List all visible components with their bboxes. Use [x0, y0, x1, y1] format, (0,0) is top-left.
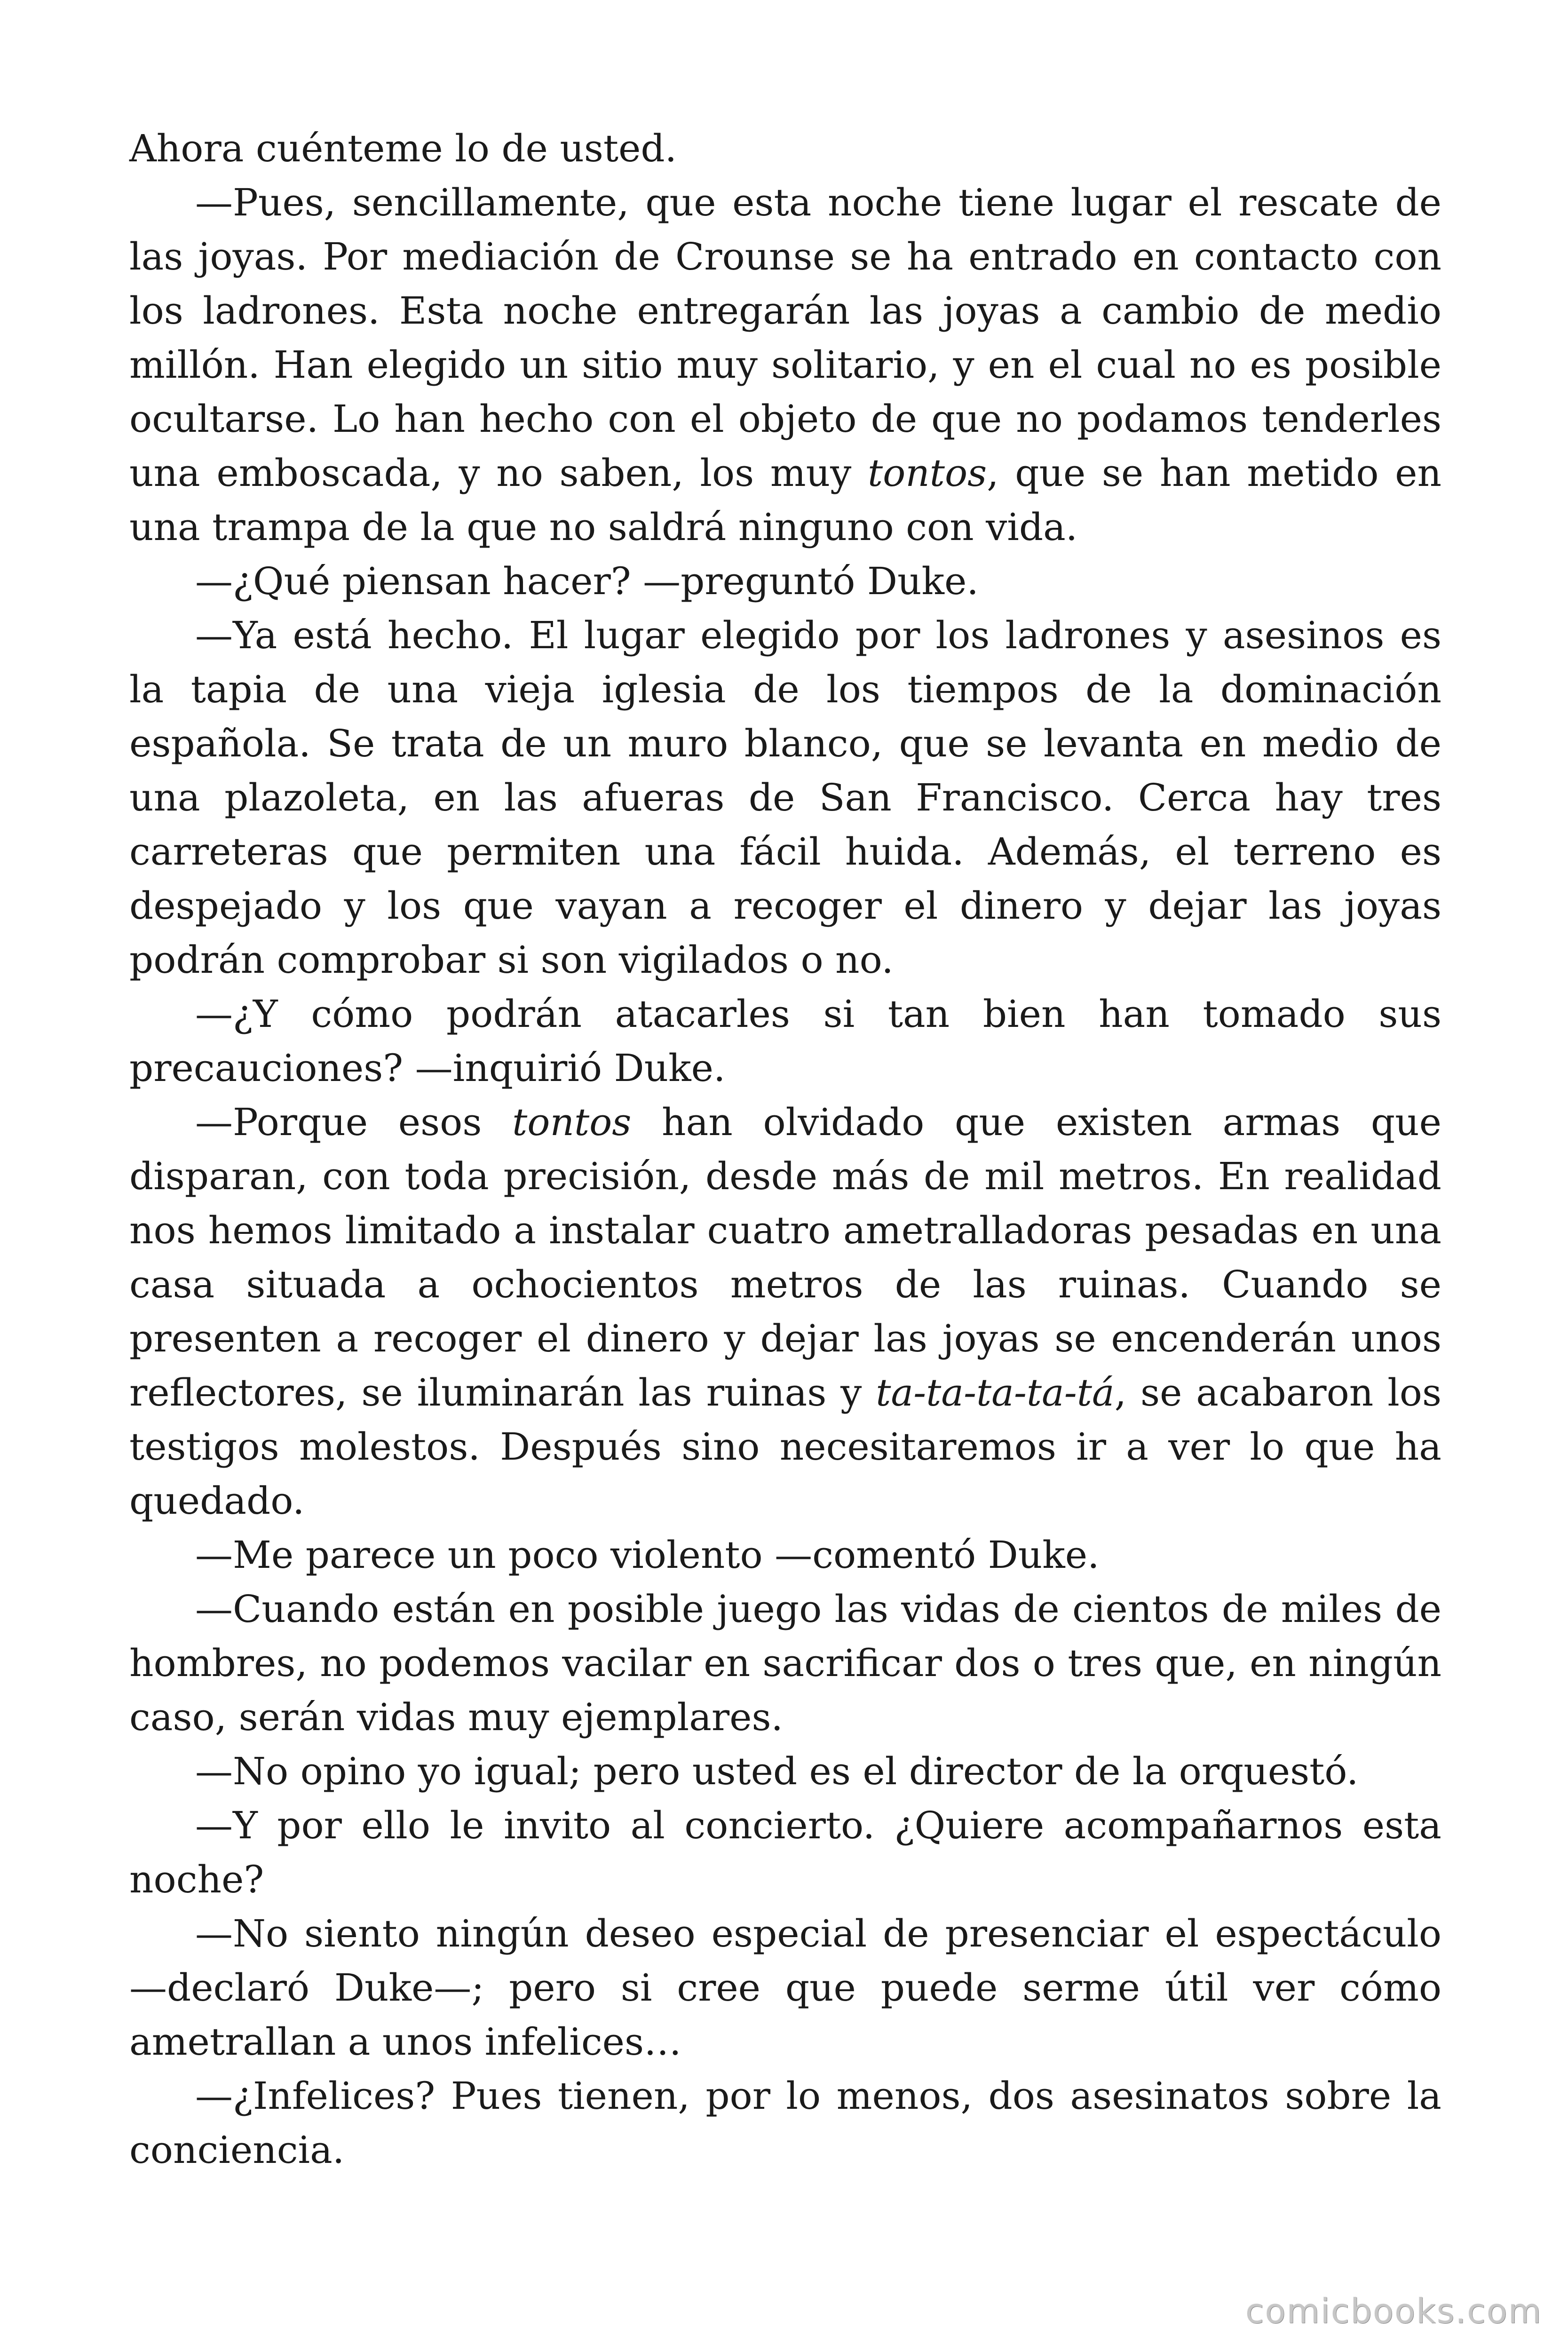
- paragraph: [129, 1528, 1441, 1582]
- paragraph: [129, 1582, 1441, 1744]
- text-run: —Pues, sencillamente, que esta noche tiene lugar el rescate de las joyas. Por mediación de Crounse se ha entrado en contacto con los ladrones. Esta noche entregarán las joyas a cambio de medio millón. Han elegido un sitio muy solitario, y en el cual no es posible ocultarse. Lo han hecho con el objeto de que no podamos tenderles una emboscada, y no saben, los muy: [129, 181, 1441, 495]
- text-run: —¿Infelices? Pues tienen, por lo menos, dos asesinatos sobre la conciencia.: [129, 2074, 1441, 2172]
- text-run: —Ya está hecho. El lugar elegido por los ladrones y asesinos es la tapia de una vieja iglesia de los tiempos de la dominación española. Se trata de un muro blanco, que se levanta en medio de una plazoleta, en las afueras de San Francisco. Cerca hay tres carreteras que permiten una fácil huida. Además, el terreno es despejado y los que vayan a recoger el dinero y dejar las joyas podrán comprobar si son vigilados o no.: [129, 613, 1441, 982]
- text-run: Ahora cuénteme lo de usted.: [129, 127, 677, 170]
- paragraph: [129, 121, 1441, 175]
- paragraph: [129, 2069, 1441, 2177]
- text-run: —No siento ningún deseo especial de presenciar el espectáculo —declaró Duke—; pero si cree que puede serme útil ver cómo ametrallan a unos infelices…: [129, 1912, 1441, 2064]
- text-run: —Cuando están en posible juego las vidas de cientos de miles de hombres, no podemos vacilar en sacrificar dos o tres que, en ningún caso, serán vidas muy ejemplares.: [129, 1587, 1441, 1739]
- text-run: —Y por ello le invito al concierto. ¿Quiere acompañarnos esta noche?: [129, 1804, 1441, 1901]
- paragraph: [129, 1907, 1441, 2069]
- watermark: comicbooks.com: [1245, 2291, 1542, 2331]
- paragraph: [129, 1798, 1441, 1907]
- paragraph: [129, 1744, 1441, 1798]
- text-run: han olvidado que existen armas que disparan, con toda precisión, desde más de mil metros. En realidad nos hemos limitado a instalar cuatro ametralladoras pesadas en una casa situada a ochocientos metros de las ruinas. Cuando se presenten a recoger el dinero y dejar las joyas se encenderán unos reflectores, se iluminarán las ruinas y: [129, 1100, 1442, 1414]
- italic-text-run: ta-ta-ta-ta-tá: [876, 1371, 1115, 1414]
- text-run: —Porque esos: [195, 1100, 513, 1144]
- text-run: —¿Y cómo podrán atacarles si tan bien han tomado sus precauciones? —inquirió Duke.: [129, 992, 1441, 1090]
- italic-text-run: tontos: [867, 451, 987, 495]
- paragraph: [129, 608, 1441, 987]
- paragraph: [129, 987, 1441, 1095]
- text-run: —No opino yo igual; pero usted es el director de la orquestó.: [195, 1749, 1359, 1793]
- paragraph: [129, 175, 1441, 554]
- text-run: , que se han metido en una trampa de la que no saldrá ninguno con vida.: [129, 451, 1441, 549]
- text-run: —Me parece un poco violento —comentó Duke.: [195, 1533, 1100, 1577]
- italic-text-run: tontos: [512, 1100, 632, 1144]
- text-run: —¿Qué piensan hacer? —preguntó Duke.: [195, 559, 979, 603]
- text-run: , se acabaron los testigos molestos. Después sino necesitaremos ir a ver lo que ha quedado.: [129, 1371, 1441, 1523]
- body-text: [129, 121, 1441, 2177]
- paragraph: [129, 1095, 1441, 1528]
- paragraph: [129, 554, 1441, 608]
